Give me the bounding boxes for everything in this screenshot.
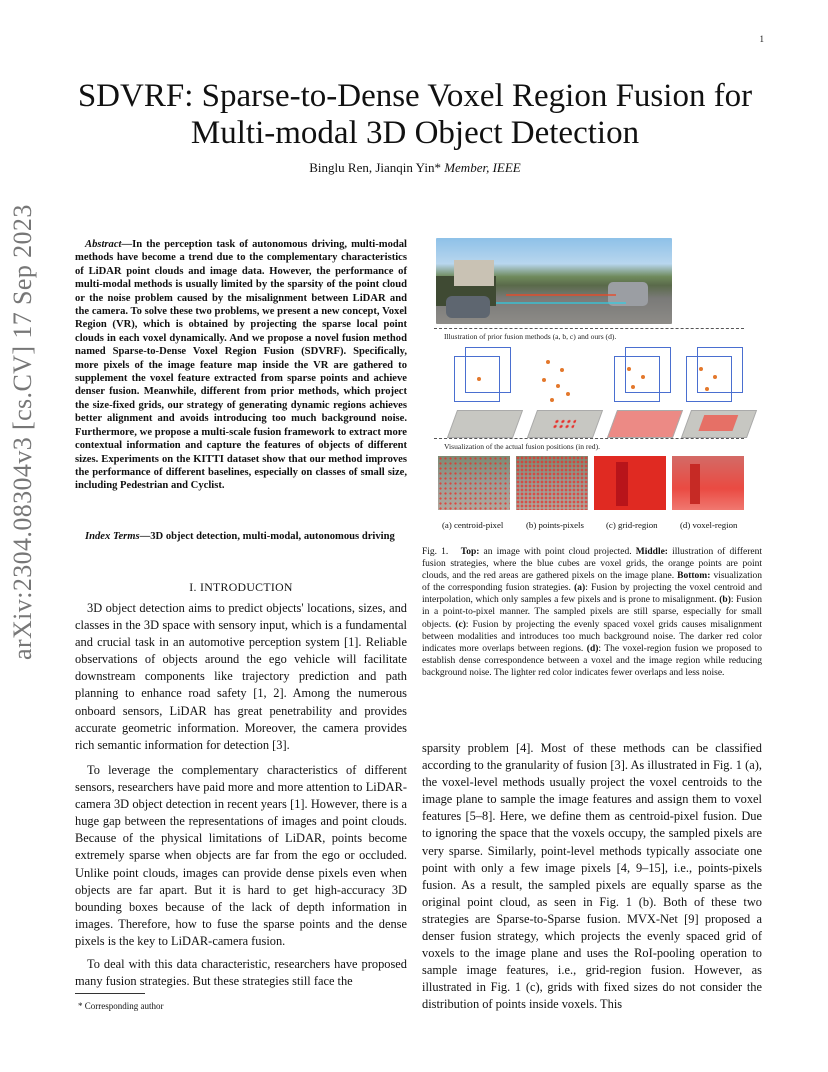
d-label: (d) [586, 643, 599, 654]
d-text: : The voxel-region fusion we proposed to establish dense correspondence between a voxel and the image region while reducing background noise. The lighter red color indicates fewer overlaps and less noise. [422, 643, 762, 678]
image-plane-d [681, 410, 757, 438]
top-label: Top: [460, 547, 480, 557]
bottom-text: visualization of the corresponding fusion strategies. [422, 571, 762, 594]
a-label: (a) [574, 583, 586, 594]
point [713, 375, 717, 379]
image-plane-a [447, 410, 523, 438]
footnote: * Corresponding author [78, 1001, 164, 1011]
thumbnail-points-pixels [516, 456, 588, 510]
author-names: Binglu Ren, Jianqin Yin* [309, 160, 441, 175]
middle-label: Middle: [635, 547, 668, 557]
page-number: 1 [759, 34, 764, 44]
abstract-label: Abstract [85, 239, 122, 250]
points-b [536, 354, 592, 410]
voxel-cube-a [454, 356, 500, 402]
sublabel-a: (a) centroid-pixel [442, 520, 504, 530]
pedestrian-region [690, 464, 700, 504]
sublabel-b: (b) points-pixels [526, 520, 584, 530]
point [631, 385, 635, 389]
authors [60, 160, 770, 176]
house [454, 260, 494, 286]
image-plane-c [607, 410, 683, 438]
centroid-point [477, 377, 481, 381]
point [560, 368, 564, 372]
point [542, 378, 546, 382]
thumbnail-voxel-region [672, 456, 744, 510]
section-heading: I. INTRODUCTION [189, 580, 293, 594]
intro-paragraph-1: 3D object detection aims to predict objects' locations, sizes, and classes in the 3D space with sensory input, which is a fundamental and crucial task in an automotive perception system [1]. Reliable observations of objects around the ego vehicle will facilitate downstream components like trajectory prediction and path planning to enhance road safety [1, 2]. Among the numerous onboard sensors, LiDAR has great penetrability and provides accurate geometric information. Moreover, the camera provides rich semantic information for detection [3]. [75, 601, 407, 752]
arxiv-stamp: arXiv:2304.08304v3 [cs.CV] 17 Sep 2023 [8, 204, 37, 660]
dense-overlap [616, 462, 628, 506]
figure-1 [436, 238, 762, 534]
thumbnail-centroid-pixel [438, 456, 510, 510]
sublabel-d: (d) voxel-region [680, 520, 738, 530]
b-label: (b) [719, 595, 731, 606]
lidar-scan-line-2 [496, 302, 626, 304]
point [550, 398, 554, 402]
a-text: : Fusion by projecting the voxel centroid and interpolation, which only samples a few pixels and is prone to misalignment. [422, 583, 762, 606]
point [566, 392, 570, 396]
figure-bottom-caption: Visualization of the actual fusion positions (in red). [444, 442, 601, 451]
red-samples [516, 456, 588, 510]
author-role: Member, IEEE [444, 160, 521, 175]
point [699, 367, 703, 371]
index-terms-label: Index Terms [85, 531, 140, 542]
index-terms [75, 530, 407, 543]
middle-text: illustration of different fusion strategies, where the blue cubes are voxel grids, the orange points are point clouds, and the red areas are gathered pixels on the image plane. [422, 547, 763, 582]
point [627, 367, 631, 371]
voxel-region [698, 415, 738, 431]
sublabel-c: (c) grid-region [606, 520, 658, 530]
abstract-text: —In the perception task of autonomous driving, multi-modal methods have become a trend due to the complementary characteristics of LiDAR point clouds and image data. However, the performance of multi-modal methods is usually limited by the sparsity of the point cloud or the noise problem caused by the misalignment between LiDAR and the camera. To solve these two problems, we present a new concept, Voxel Region (VR), which is obtained by projecting the sparse local point clouds in each voxel dynamically. And we propose a novel fusion method named Sparse-to-Dense Voxel Region Fusion (SDVRF). Specifically, more pixels of the image feature map inside the VR are gathered to supplement the voxel feature extracted from sparse points and achieve denser fusion. Meanwhile, different from prior methods, which project the size-fixed grids, our strategy of generating dynamic regions achieves better alignment and avoids introducing too much background noise. Furthermore, we propose a multi-scale fusion framework to extract more contextual information and capture the features of objects of different sizes. Experiments on the KITTI dataset show that our method improves the performance of different baselines, especially on classes of small size, including Pedestrian and Cyclist. [75, 239, 407, 492]
intro-paragraph-3: To deal with this data characteristic, researchers have proposed many fusion strategies. But these strategies still face the [75, 957, 407, 989]
point [705, 387, 709, 391]
c-label: (c) [455, 619, 466, 630]
point [556, 384, 560, 388]
title-line-1: SDVRF: Sparse-to-Dense Voxel Region Fusion for [77, 78, 753, 114]
bottom-label: Bottom: [677, 571, 711, 582]
car-left [446, 296, 490, 318]
fig-label: Fig. 1. [422, 547, 449, 557]
footnote-rule [75, 993, 145, 994]
figure-separator-1 [434, 328, 744, 329]
voxel-cube-d [686, 356, 732, 402]
image-plane-b [527, 410, 603, 438]
thumbnail-grid-region [594, 456, 666, 510]
index-terms-text: —3D object detection, multi-modal, autonomous driving [139, 531, 395, 542]
right-paragraph-1: sparsity problem [4]. Most of these methods can be classified according to the granularity of fusion [3]. As illustrated in Fig. 1 (a), the voxel-level methods usually project the voxel centroids to the image plane to sample the image features and assign them to voxel features [5–8]. Here, we define them as centroid-pixel fusion. Due to ignoring the space that the voxels occupy, the sampled pixels are very sparse. Similarly, point-level methods typically associate one point with only a few image pixels [4, 9–15], i.e., points-pixels fusion. As a result, the sampled pixels are equally sparse as the original point cloud, as seen in Fig. 1 (b). Both of these two strategies are Sparse-to-Sparse fusion. MVX-Net [9] proposed a denser fusion strategy, which projects the evenly spaced grid of voxels to the image plane and uses the RoI-pooling operation to sample image features, i.e., grid-region fusion. However, as illustrated in Fig. 1 (c), grids with fixed sizes do not consider the distribution of points inside voxels. This [422, 741, 762, 1012]
title-line-2: Multi-modal 3D Object Detection [190, 115, 640, 151]
c-text: : Fusion by projecting the evenly spaced voxel grids causes misalignment between modalities and introduces too much background noise. The darker red color indicates more overlaps between regions. [422, 619, 762, 654]
figure-middle-caption: Illustration of prior fusion methods (a, b, c) and ours (d). [444, 332, 617, 341]
abstract [75, 238, 407, 493]
road-scene-photo [436, 238, 672, 324]
top-text: an image with point cloud projected. [479, 547, 636, 557]
point [546, 360, 550, 364]
voxel-cube-c [614, 356, 660, 402]
lidar-scan-line [506, 294, 616, 296]
figure-separator-2 [434, 438, 744, 439]
figure-1-caption [422, 546, 762, 679]
intro-paragraph-2: To leverage the complementary characteristics of different sensors, researchers have paid more and more attention to LiDAR-camera 3D object detection in recent years [1]. However, there is a huge gap between the representations of images and point clouds. Because of the physical limitations of LiDAR, points become extremely sparse when objects are far from the ego or occluded. Unlike point clouds, images can provide dense pixels even when objects are far apart. But it is hard to get high-accuracy 3D bounding boxes because of the lack of depth information in images. Therefore, how to fuse the sparse points and the dense pixels is the key to LiDAR-camera fusion. [75, 763, 407, 948]
paper-title [60, 78, 770, 152]
red-samples [438, 456, 510, 510]
point [641, 375, 645, 379]
sampled-pixels [551, 419, 577, 429]
b-text: : Fusion in a point-to-pixel manner. The sampled pixels are still sparse, especially for small objects. [422, 595, 762, 630]
